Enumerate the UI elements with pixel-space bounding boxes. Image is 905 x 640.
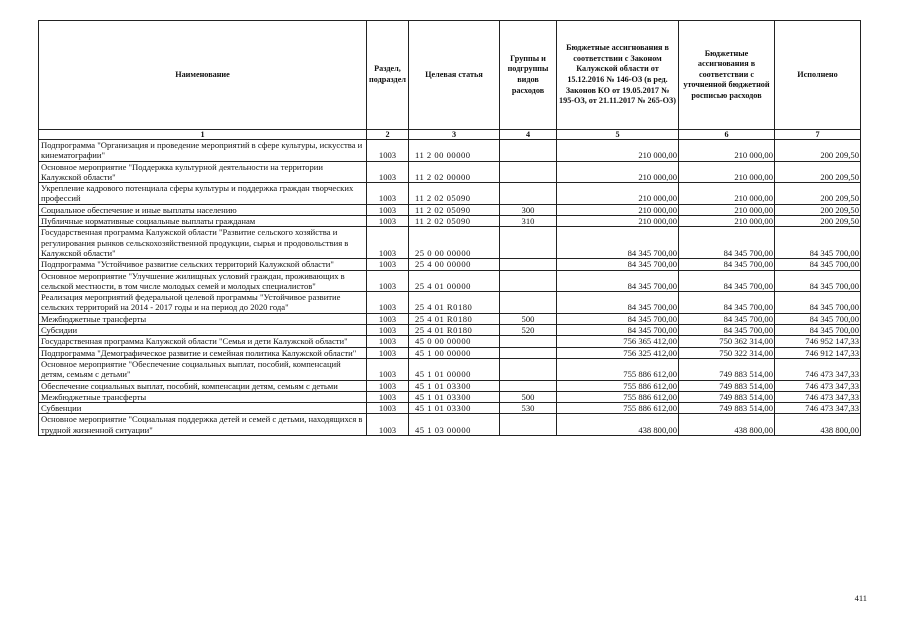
column-number: 2 (367, 130, 409, 140)
row-target-cell: 11 2 02 05090 (409, 183, 500, 205)
table-row (39, 403, 861, 414)
header-law: Бюджетные ассигнования в соответствии с Законом Калужской области от 15.12.2016 № 146-ОЗ (в ред. Законов КО от 19.05.2017 № 195-ОЗ, от 21.11.2017 № 265-ОЗ) (557, 21, 679, 130)
budget-table (38, 20, 861, 436)
row-name-cell: Подпрограмма "Демографическое развитие и семейная политика Калужской области" (39, 347, 367, 358)
row-group-cell (500, 414, 557, 436)
row-law-amount-cell: 756 325 412,00 (557, 347, 679, 358)
row-law-amount-cell: 84 345 700,00 (557, 227, 679, 259)
row-refined-amount-cell: 210 000,00 (679, 183, 775, 205)
row-refined-amount-cell: 84 345 700,00 (679, 259, 775, 270)
row-name-cell: Межбюджетные трансферты (39, 313, 367, 324)
row-section-cell: 1003 (367, 336, 409, 347)
table-row (39, 216, 861, 227)
row-name-cell: Реализация мероприятий федеральной целевой программы "Устойчивое развитие сельских территорий на 2014 - 2017 годы и на период до 2020 года" (39, 292, 367, 314)
row-target-cell: 25 4 01 R0180 (409, 313, 500, 324)
row-target-cell: 45 1 01 03300 (409, 403, 500, 414)
row-refined-amount-cell: 84 345 700,00 (679, 313, 775, 324)
row-section-cell: 1003 (367, 347, 409, 358)
row-group-cell: 310 (500, 216, 557, 227)
header-row (39, 21, 861, 130)
row-section-cell: 1003 (367, 380, 409, 391)
row-law-amount-cell: 84 345 700,00 (557, 259, 679, 270)
row-target-cell: 25 0 00 00000 (409, 227, 500, 259)
table-row (39, 183, 861, 205)
row-target-cell: 25 4 01 R0180 (409, 292, 500, 314)
row-name-cell: Государственная программа Калужской области "Семья и дети Калужской области" (39, 336, 367, 347)
table-row (39, 270, 861, 292)
row-section-cell: 1003 (367, 325, 409, 336)
row-section-cell: 1003 (367, 259, 409, 270)
row-executed-amount-cell: 746 473 347,33 (775, 391, 861, 402)
row-group-cell (500, 270, 557, 292)
row-name-cell: Подпрограмма "Организация и проведение мероприятий в сфере культуры, искусства и кинематографии" (39, 140, 367, 162)
table-row (39, 325, 861, 336)
row-executed-amount-cell: 84 345 700,00 (775, 227, 861, 259)
row-group-cell (500, 183, 557, 205)
row-target-cell: 45 1 03 00000 (409, 414, 500, 436)
row-executed-amount-cell: 200 209,50 (775, 183, 861, 205)
row-law-amount-cell: 755 886 612,00 (557, 391, 679, 402)
row-law-amount-cell: 84 345 700,00 (557, 325, 679, 336)
table-row (39, 140, 861, 162)
header-section: Раздел, подраздел (367, 21, 409, 130)
row-group-cell: 500 (500, 391, 557, 402)
row-refined-amount-cell: 84 345 700,00 (679, 292, 775, 314)
row-section-cell: 1003 (367, 292, 409, 314)
row-group-cell: 300 (500, 204, 557, 215)
row-executed-amount-cell: 84 345 700,00 (775, 313, 861, 324)
row-law-amount-cell: 755 886 612,00 (557, 380, 679, 391)
column-number: 4 (500, 130, 557, 140)
row-group-cell: 500 (500, 313, 557, 324)
budget-table-sheet (38, 20, 860, 436)
row-section-cell: 1003 (367, 204, 409, 215)
row-section-cell: 1003 (367, 403, 409, 414)
row-law-amount-cell: 210 000,00 (557, 204, 679, 215)
table-row (39, 414, 861, 436)
row-executed-amount-cell: 746 473 347,33 (775, 358, 861, 380)
row-law-amount-cell: 438 800,00 (557, 414, 679, 436)
row-refined-amount-cell: 749 883 514,00 (679, 403, 775, 414)
row-executed-amount-cell: 200 209,50 (775, 140, 861, 162)
table-row (39, 292, 861, 314)
row-refined-amount-cell: 210 000,00 (679, 204, 775, 215)
row-section-cell: 1003 (367, 216, 409, 227)
row-name-cell: Субсидии (39, 325, 367, 336)
table-row (39, 259, 861, 270)
row-law-amount-cell: 84 345 700,00 (557, 313, 679, 324)
row-group-cell (500, 259, 557, 270)
row-law-amount-cell: 210 000,00 (557, 140, 679, 162)
row-executed-amount-cell: 746 952 147,33 (775, 336, 861, 347)
row-law-amount-cell: 755 886 612,00 (557, 403, 679, 414)
row-name-cell: Основное мероприятие "Поддержка культурной деятельности на территории Калужской области" (39, 161, 367, 183)
row-target-cell: 11 2 02 00000 (409, 161, 500, 183)
row-group-cell (500, 161, 557, 183)
row-refined-amount-cell: 750 322 314,00 (679, 347, 775, 358)
row-refined-amount-cell: 210 000,00 (679, 161, 775, 183)
table-row (39, 347, 861, 358)
column-number: 6 (679, 130, 775, 140)
header-executed: Исполнено (775, 21, 861, 130)
row-refined-amount-cell: 84 345 700,00 (679, 325, 775, 336)
row-name-cell: Основное мероприятие "Улучшение жилищных условий граждан, проживающих в сельской местности, в том числе молодых семей и молодых специалистов" (39, 270, 367, 292)
row-refined-amount-cell: 210 000,00 (679, 140, 775, 162)
table-row (39, 336, 861, 347)
row-executed-amount-cell: 84 345 700,00 (775, 325, 861, 336)
row-target-cell: 25 4 00 00000 (409, 259, 500, 270)
row-name-cell: Подпрограмма "Устойчивое развитие сельских территорий Калужской области" (39, 259, 367, 270)
row-name-cell: Межбюджетные трансферты (39, 391, 367, 402)
row-name-cell: Укрепление кадрового потенциала сферы культуры и поддержка граждан творческих профессий (39, 183, 367, 205)
table-row (39, 204, 861, 215)
header-target: Целевая статья (409, 21, 500, 130)
row-group-cell: 520 (500, 325, 557, 336)
column-number: 5 (557, 130, 679, 140)
row-section-cell: 1003 (367, 391, 409, 402)
row-refined-amount-cell: 750 362 314,00 (679, 336, 775, 347)
row-law-amount-cell: 755 886 612,00 (557, 358, 679, 380)
page-number: 411 (854, 593, 867, 603)
row-target-cell: 45 1 01 03300 (409, 391, 500, 402)
row-name-cell: Субвенции (39, 403, 367, 414)
row-section-cell: 1003 (367, 140, 409, 162)
row-name-cell: Обеспечение социальных выплат, пособий, компенсации детям, семьям с детьми (39, 380, 367, 391)
row-law-amount-cell: 756 365 412,00 (557, 336, 679, 347)
row-target-cell: 45 1 00 00000 (409, 347, 500, 358)
row-refined-amount-cell: 749 883 514,00 (679, 391, 775, 402)
row-refined-amount-cell: 749 883 514,00 (679, 358, 775, 380)
row-group-cell (500, 380, 557, 391)
column-number: 7 (775, 130, 861, 140)
header-groups: Группы и подгруппы видов расходов (500, 21, 557, 130)
row-target-cell: 25 4 01 00000 (409, 270, 500, 292)
row-target-cell: 11 2 02 05090 (409, 216, 500, 227)
table-row (39, 391, 861, 402)
row-group-cell (500, 292, 557, 314)
row-target-cell: 11 2 00 00000 (409, 140, 500, 162)
row-section-cell: 1003 (367, 270, 409, 292)
row-group-cell (500, 140, 557, 162)
row-section-cell: 1003 (367, 161, 409, 183)
row-name-cell: Публичные нормативные социальные выплаты гражданам (39, 216, 367, 227)
row-section-cell: 1003 (367, 227, 409, 259)
row-executed-amount-cell: 438 800,00 (775, 414, 861, 436)
column-number-row (39, 130, 861, 140)
row-name-cell: Социальное обеспечение и иные выплаты населению (39, 204, 367, 215)
row-target-cell: 45 0 00 00000 (409, 336, 500, 347)
row-law-amount-cell: 84 345 700,00 (557, 292, 679, 314)
row-name-cell: Основное мероприятие "Обеспечение социальных выплат, пособий, компенсаций детям, семьям с детьми" (39, 358, 367, 380)
header-refined: Бюджетные ассигнования в соответствии с уточненной бюджетной росписью расходов (679, 21, 775, 130)
row-section-cell: 1003 (367, 414, 409, 436)
row-section-cell: 1003 (367, 358, 409, 380)
row-target-cell: 25 4 01 R0180 (409, 325, 500, 336)
row-law-amount-cell: 210 000,00 (557, 183, 679, 205)
row-law-amount-cell: 210 000,00 (557, 216, 679, 227)
row-executed-amount-cell: 746 473 347,33 (775, 380, 861, 391)
row-law-amount-cell: 210 000,00 (557, 161, 679, 183)
column-number: 3 (409, 130, 500, 140)
row-refined-amount-cell: 749 883 514,00 (679, 380, 775, 391)
row-group-cell (500, 347, 557, 358)
row-executed-amount-cell: 200 209,50 (775, 161, 861, 183)
table-row (39, 380, 861, 391)
row-target-cell: 45 1 01 03300 (409, 380, 500, 391)
row-executed-amount-cell: 746 473 347,33 (775, 403, 861, 414)
row-executed-amount-cell: 84 345 700,00 (775, 270, 861, 292)
column-number: 1 (39, 130, 367, 140)
row-group-cell (500, 227, 557, 259)
header-name: Наименование (39, 21, 367, 130)
row-refined-amount-cell: 438 800,00 (679, 414, 775, 436)
row-target-cell: 11 2 02 05090 (409, 204, 500, 215)
row-executed-amount-cell: 200 209,50 (775, 216, 861, 227)
row-refined-amount-cell: 84 345 700,00 (679, 227, 775, 259)
table-row (39, 161, 861, 183)
row-refined-amount-cell: 210 000,00 (679, 216, 775, 227)
row-executed-amount-cell: 200 209,50 (775, 204, 861, 215)
table-row (39, 313, 861, 324)
row-executed-amount-cell: 746 912 147,33 (775, 347, 861, 358)
row-name-cell: Основное мероприятие "Социальная поддержка детей и семей с детьми, находящихся в трудной жизненной ситуации" (39, 414, 367, 436)
row-group-cell (500, 358, 557, 380)
row-executed-amount-cell: 84 345 700,00 (775, 292, 861, 314)
row-executed-amount-cell: 84 345 700,00 (775, 259, 861, 270)
row-target-cell: 45 1 01 00000 (409, 358, 500, 380)
row-name-cell: Государственная программа Калужской области "Развитие сельского хозяйства и регулирования рынков сельскохозяйственной продукции, сырья и продовольствия в Калужской области" (39, 227, 367, 259)
row-law-amount-cell: 84 345 700,00 (557, 270, 679, 292)
row-refined-amount-cell: 84 345 700,00 (679, 270, 775, 292)
table-row (39, 227, 861, 259)
row-group-cell: 530 (500, 403, 557, 414)
row-section-cell: 1003 (367, 313, 409, 324)
table-row (39, 358, 861, 380)
row-group-cell (500, 336, 557, 347)
row-section-cell: 1003 (367, 183, 409, 205)
